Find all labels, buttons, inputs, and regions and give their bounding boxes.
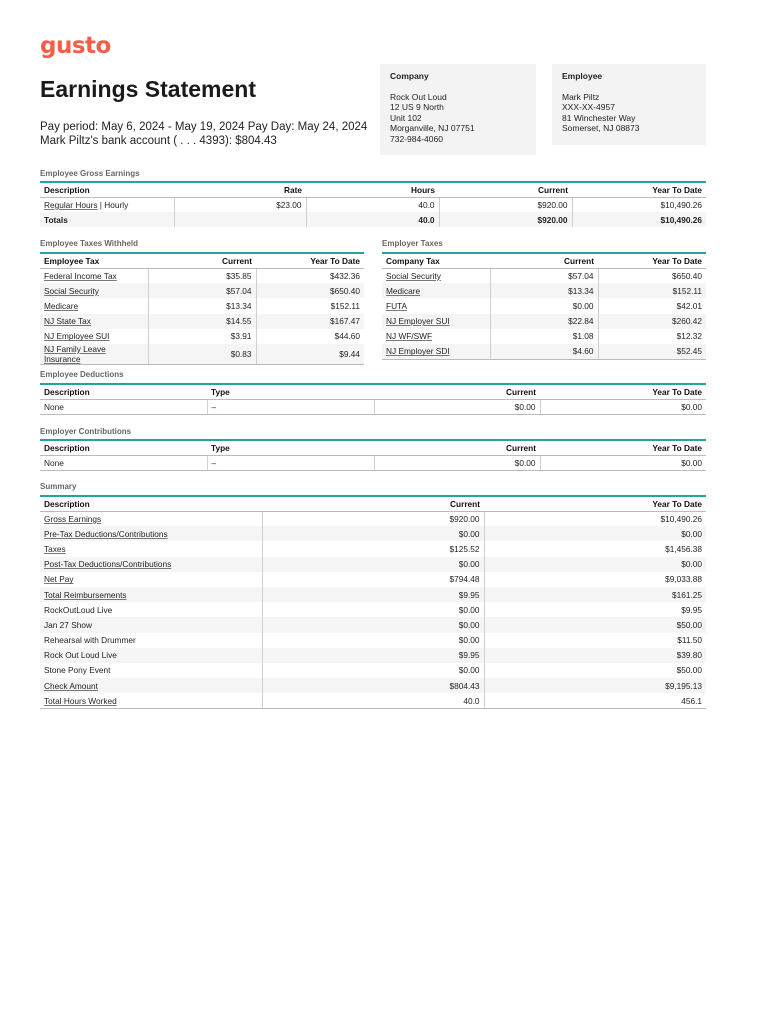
current-cell: $0.00	[262, 617, 484, 632]
ytd-cell: $650.40	[256, 283, 364, 298]
summary-desc-cell	[40, 587, 262, 602]
col-header: Current	[439, 182, 572, 197]
table-row	[40, 572, 706, 587]
ytd-cell: $9.44	[256, 344, 364, 365]
summary-desc-cell	[40, 511, 262, 526]
tax-name-link[interactable]: Social Security	[44, 285, 99, 296]
gusto-logo: gusto	[40, 33, 111, 59]
col-header: Company Tax	[382, 253, 490, 268]
table-row	[382, 344, 706, 359]
table-row	[382, 314, 706, 329]
current-cell: $22.84	[490, 314, 598, 329]
tax-name-cell	[382, 329, 490, 344]
ytd-cell: $50.00	[484, 663, 706, 678]
summary-desc-cell	[40, 663, 262, 678]
col-header: Description	[40, 384, 207, 399]
employee-address-line1: 81 Winchester Way	[562, 112, 636, 123]
table-row	[40, 693, 706, 708]
gross-earnings-table	[40, 181, 706, 227]
tax-name-cell	[40, 344, 148, 365]
summary-label: Stone Pony Event	[44, 665, 111, 676]
col-header: Year To Date	[598, 253, 706, 268]
current-cell: $57.04	[490, 268, 598, 283]
pay-info	[40, 120, 367, 148]
table-row	[40, 314, 364, 329]
ytd-cell: $0.00	[540, 399, 706, 414]
company-info-box	[380, 64, 536, 155]
table-row	[40, 399, 706, 414]
col-header: Description	[40, 440, 207, 455]
ytd-cell: $10,490.26	[572, 197, 706, 212]
ytd-cell: $161.25	[484, 587, 706, 602]
table-row	[40, 648, 706, 663]
summary-desc-cell	[40, 602, 262, 617]
col-header: Employee Tax	[40, 253, 148, 268]
summary-desc-cell	[40, 633, 262, 648]
ytd-cell: $44.60	[256, 329, 364, 344]
ytd-cell: $0.00	[484, 526, 706, 541]
current-cell: $9.95	[262, 587, 484, 602]
table-row	[382, 268, 706, 283]
company-heading: Company	[390, 71, 429, 81]
employer-taxes-title: Employer Taxes	[382, 239, 443, 248]
tax-name-link[interactable]: NJ Family Leave Insurance	[44, 343, 106, 364]
col-header: Current	[374, 384, 540, 399]
summary-link[interactable]: Taxes	[44, 543, 66, 554]
company-address-line1: 12 US 9 North	[390, 102, 444, 112]
current-cell: $0.00	[262, 526, 484, 541]
type-cell: –	[207, 455, 374, 470]
tax-name-link[interactable]: NJ WF/SWF	[386, 331, 433, 342]
col-header: Year To Date	[540, 384, 706, 399]
tax-name-link[interactable]: NJ Employer SDI	[386, 346, 450, 357]
col-header: Description	[40, 182, 174, 197]
current-cell: $920.00	[262, 511, 484, 526]
table-row	[40, 526, 706, 541]
employer-contributions-title: Employer Contributions	[40, 427, 132, 436]
company-address-line3: Morganville, NJ 07751	[390, 123, 475, 133]
col-header: Year To Date	[256, 253, 364, 268]
summary-table	[40, 495, 706, 709]
current-cell: $0.00	[262, 602, 484, 617]
ytd-cell: $9,195.13	[484, 678, 706, 693]
current-cell: $9.95	[262, 648, 484, 663]
col-header: Type	[207, 440, 374, 455]
employee-ssn: XXX-XX-4957	[562, 102, 615, 112]
employee-taxes-title: Employee Taxes Withheld	[40, 239, 139, 248]
col-header: Type	[207, 384, 374, 399]
current-cell: $0.83	[148, 344, 256, 365]
ytd-cell: $260.42	[598, 314, 706, 329]
ytd-cell: 456.1	[484, 693, 706, 708]
tax-name-cell	[40, 268, 148, 283]
summary-desc-cell	[40, 541, 262, 556]
earning-type: | Hourly	[97, 199, 129, 210]
current-cell: $794.48	[262, 572, 484, 587]
summary-desc-cell	[40, 617, 262, 632]
type-cell: –	[207, 399, 374, 414]
summary-label: RockOutLoud Live	[44, 604, 113, 615]
summary-link[interactable]: Pre-Tax Deductions/Contributions	[44, 528, 168, 539]
table-row	[40, 663, 706, 678]
table-row	[40, 329, 364, 344]
summary-link[interactable]: Check Amount	[44, 680, 98, 691]
current-cell: $14.55	[148, 314, 256, 329]
tax-name-cell	[382, 344, 490, 359]
tax-name-link[interactable]: Medicare	[386, 285, 421, 296]
ytd-cell: $432.36	[256, 268, 364, 283]
tax-name-cell	[382, 268, 490, 283]
pay-period-text: Pay period: May 6, 2024 - May 19, 2024 Pay Day: May 24, 2024	[40, 121, 368, 133]
col-header: Current	[148, 253, 256, 268]
summary-desc-cell	[40, 526, 262, 541]
current-cell: $35.85	[148, 268, 256, 283]
tax-name-link[interactable]: NJ State Tax	[44, 316, 91, 327]
col-header: Current	[262, 496, 484, 511]
current-cell: $57.04	[148, 283, 256, 298]
table-row	[40, 455, 706, 470]
tax-name-link[interactable]: NJ Employer SUI	[386, 316, 450, 327]
col-header: Year To Date	[484, 496, 706, 511]
employee-heading: Employee	[562, 71, 603, 81]
table-row	[382, 283, 706, 298]
ytd-cell: $9,033.88	[484, 572, 706, 587]
table-row	[40, 587, 706, 602]
ytd-cell: $12.32	[598, 329, 706, 344]
current-cell: $1.08	[490, 329, 598, 344]
company-phone: 732-984-4060	[390, 133, 443, 144]
tax-name-cell	[40, 329, 148, 344]
ytd-cell: $10,490.26	[572, 212, 706, 227]
table-row	[40, 541, 706, 556]
employee-name: Mark Piltz	[562, 91, 600, 102]
table-row	[40, 557, 706, 572]
table-row	[40, 298, 364, 313]
tax-name-cell	[40, 283, 148, 298]
ytd-cell: $152.11	[256, 298, 364, 313]
ytd-cell: $42.01	[598, 298, 706, 313]
current-cell: $0.00	[262, 633, 484, 648]
page-title: Earnings Statement	[40, 76, 256, 102]
ytd-cell: $50.00	[484, 617, 706, 632]
col-header: Current	[490, 253, 598, 268]
company-name: Rock Out Loud	[390, 91, 447, 102]
col-header: Current	[374, 440, 540, 455]
regular-hours-link[interactable]: Regular Hours	[44, 199, 98, 210]
ytd-cell: $0.00	[484, 557, 706, 572]
earning-desc-cell	[40, 197, 174, 212]
table-row	[40, 602, 706, 617]
tax-name-link[interactable]: Social Security	[386, 270, 441, 281]
tax-name-link[interactable]: Medicare	[44, 300, 79, 311]
employee-address-line2: Somerset, NJ 08873	[562, 123, 640, 133]
ytd-cell: $152.11	[598, 283, 706, 298]
table-row	[40, 633, 706, 648]
current-cell: $0.00	[374, 455, 540, 470]
ytd-cell: $650.40	[598, 268, 706, 283]
col-header: Hours	[306, 182, 439, 197]
gross-earnings-title: Employee Gross Earnings	[40, 169, 140, 178]
col-header: Rate	[174, 182, 306, 197]
current-cell: $920.00	[439, 212, 572, 227]
col-header: Year To Date	[572, 182, 706, 197]
current-cell: $0.00	[262, 663, 484, 678]
hours-cell: 40.0	[306, 212, 439, 227]
tax-name-cell	[40, 314, 148, 329]
summary-desc-cell	[40, 648, 262, 663]
tax-name-link[interactable]: Federal Income Tax	[44, 270, 117, 281]
table-row	[40, 678, 706, 693]
col-header: Description	[40, 496, 262, 511]
ytd-cell: $11.50	[484, 633, 706, 648]
current-cell: 40.0	[262, 693, 484, 708]
summary-label: Jan 27 Show	[44, 619, 92, 630]
current-cell: $0.00	[374, 399, 540, 414]
current-cell: $3.91	[148, 329, 256, 344]
employee-deductions-table	[40, 383, 706, 415]
summary-desc-cell	[40, 693, 262, 708]
ytd-cell: $167.47	[256, 314, 364, 329]
table-row	[40, 344, 364, 365]
col-header: Year To Date	[540, 440, 706, 455]
rate-cell: $23.00	[174, 197, 306, 212]
desc-cell: None	[40, 455, 207, 470]
table-row	[40, 617, 706, 632]
ytd-cell: $9.95	[484, 602, 706, 617]
ytd-cell: $0.00	[540, 455, 706, 470]
summary-desc-cell	[40, 557, 262, 572]
tax-name-cell	[40, 298, 148, 313]
table-row	[382, 298, 706, 313]
employer-taxes-table	[382, 252, 706, 360]
summary-desc-cell	[40, 572, 262, 587]
hours-cell: 40.0	[306, 197, 439, 212]
current-cell: $13.34	[490, 283, 598, 298]
table-row	[40, 511, 706, 526]
tax-name-cell	[382, 314, 490, 329]
current-cell: $920.00	[439, 197, 572, 212]
current-cell: $0.00	[262, 557, 484, 572]
current-cell: $0.00	[490, 298, 598, 313]
summary-desc-cell	[40, 678, 262, 693]
table-row	[40, 197, 706, 212]
table-row	[382, 329, 706, 344]
ytd-cell: $1,456.38	[484, 541, 706, 556]
employee-taxes-table	[40, 252, 364, 365]
tax-name-cell	[382, 283, 490, 298]
employee-info-box	[552, 64, 706, 145]
table-row	[40, 268, 364, 283]
summary-link[interactable]: Post-Tax Deductions/Contributions	[44, 559, 172, 570]
employer-contributions-table	[40, 439, 706, 471]
summary-label: Rock Out Loud Live	[44, 650, 117, 661]
current-cell: $4.60	[490, 344, 598, 359]
summary-link[interactable]: Net Pay	[44, 574, 74, 585]
summary-link[interactable]: Total Hours Worked	[44, 695, 117, 706]
summary-link[interactable]: Total Reimbursements	[44, 589, 127, 600]
current-cell: $804.43	[262, 678, 484, 693]
ytd-cell: $39.80	[484, 648, 706, 663]
totals-row	[40, 212, 706, 227]
current-cell: $13.34	[148, 298, 256, 313]
summary-label: Rehearsal with Drummer	[44, 635, 136, 646]
employee-deductions-title: Employee Deductions	[40, 370, 124, 379]
summary-title: Summary	[40, 482, 77, 491]
tax-name-link[interactable]: NJ Employee SUI	[44, 331, 110, 342]
desc-cell: None	[40, 399, 207, 414]
current-cell: $125.52	[262, 541, 484, 556]
ytd-cell: $10,490.26	[484, 511, 706, 526]
summary-link[interactable]: Gross Earnings	[44, 513, 102, 524]
tax-name-cell	[382, 298, 490, 313]
tax-name-link[interactable]: FUTA	[386, 300, 408, 311]
ytd-cell: $52.45	[598, 344, 706, 359]
empty-cell	[174, 212, 306, 227]
bank-account-text: Mark Piltz's bank account ( . . . 4393): $804.43	[40, 135, 277, 147]
totals-label: Totals	[40, 212, 174, 227]
table-row	[40, 283, 364, 298]
company-address-line2: Unit 102	[390, 112, 422, 123]
